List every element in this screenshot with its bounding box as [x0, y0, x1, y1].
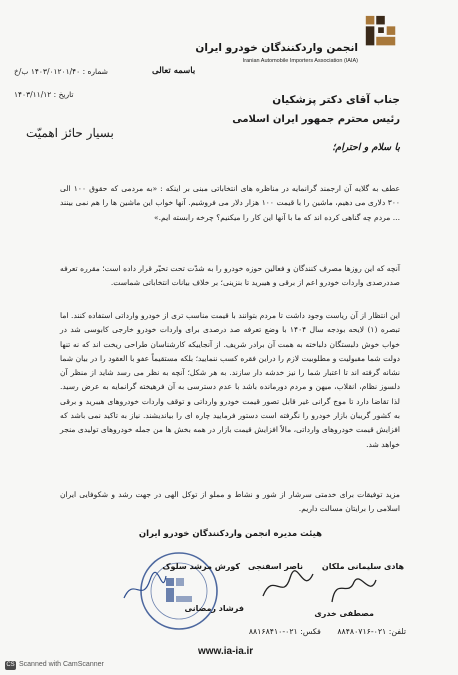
camscanner-icon: CS	[6, 662, 15, 668]
signatory-mostafa: مصطفی خدری	[314, 609, 374, 618]
letter-date: تاریخ : ۱۴۰۳/۱۱/۱۲	[14, 90, 74, 99]
reference-number: شماره : ۱۴۰۳/۰۱۲۰۱/۴۰ ب/خ	[14, 67, 108, 76]
org-name-en: Iranian Automobile Importers Association (IAIA)	[242, 58, 358, 64]
body-paragraph-4: مزید توفیقات برای خدمتی سرشار از شور و نشاط و مملو از توکل الهی در جهت رشد و شکوفایی ایران اسلامی را برایتان مسالت داریم.	[60, 490, 400, 514]
board-title: هیئت مدیره انجمن واردکنندگان خودرو ایران	[138, 529, 322, 539]
org-name-fa: انجمن واردکنندگان خودرو ایران	[195, 42, 358, 54]
addressee-name: جناب آقای دکتر پزشکیان	[272, 94, 400, 106]
iaia-logo-icon	[362, 14, 400, 52]
body-paragraph-2: آنچه که این روزها مصرف کنندگان و فعالین حوزه خودرو را به شدّت تحت تحیّر قرار داده است؛ مقرره تعرفه صددرصدی واردات خودرو اعم از برقی و هیبرید تا بنزینی؛ بر خلاف بیانات انتخاباتی شماست.	[60, 264, 400, 288]
signatory-naser: ناصر اسفنجی	[248, 562, 303, 571]
signature-scribble-2	[326, 568, 382, 610]
signature-scribble-3	[120, 570, 170, 610]
greeting: با سلام و احترام؛	[332, 142, 400, 153]
body-paragraph-1: عطف به گلایه آن ارجمند گرانمایه در مناظره های انتخاباتی مبنی بر اینکه : «به مردمی که حقوق ۱۰۰ الی ۳۰۰ دلاری می دهیم، ماشین را با قیمت ۱۰۰ هزار دلار می فروشیم. آنها خواب این ماشین ها را هم نمی بینند ... مردم چه گناهی کرده اند که ما با آنها این کار را میکنیم؟ چرخه رابسته ایم.»	[60, 184, 400, 222]
signatory-farshad: فرشاد رمضانی	[184, 604, 244, 613]
fax-number: فکس: ۰۲۱-۸۸۱۶۸۴۱۰	[248, 627, 321, 636]
scanner-watermark: Scanned with CamScanner	[19, 661, 104, 668]
top-salutation: باسمه تعالی	[152, 66, 196, 76]
body-paragraph-3: این انتظار از آن ریاست وجود داشت تا مردم بتوانند با قیمت مناسب تری از خودرو وارداتی استفاده کنند. اما تبصره (۱) لایحه بودجه سال ۱۴۰۴ با وضع تعرفه صد درصدی برای واردات خودرو خارجی کابوسی شد در خواب خوش دلبستگان دلباخته به همت آن برادر شریف. از آنجاییکه کارشناسان طراحی ریخت اند که نه تنها دولت شما مقبولیت و مطلوبیت لازم را دراین فقره کسب ننمایید؛ بلکه مستقیماً عفو با العقود را در بیان شما نشانه گرفته اند تا اعتبار شما را نیز خدشه دار سازند. به هر شکل؛ آنچه به نظر می رسد شاید از منظر آن دلسوز نظام، انقلاب، میهن و مردم دورمانده باشد با عدم دسترسی به آن فرهیخته گرانمایه به عرض رسید. لذا تقاضا دارد تا موج گرانی غیر قابل تصور قیمت خودرو وارداتی و توقف واردات خودروهای هیبرید و برقی به کشور گریبان بازار خودرو را نگرفته است دستور فرمایید چاره ای را بیاندیشند. نیاز به تاکید نمی باشد که افزایش قیمت خودروهای وارداتی، مالاً افزایش قیمت بازار در همه بخش ها من جمله خودروهای تولیدی منجر خواهد شد.	[60, 311, 400, 449]
priority-note: بسیار حائز اهمیّت	[26, 126, 114, 140]
website-link[interactable]: www.ia-ia.ir	[198, 646, 254, 657]
contact-line	[86, 627, 406, 636]
signatory-kourosh: کورش مرشد سلوک	[162, 562, 240, 571]
phone-number: تلفن: ۰۲۱-۸۸۴۸۰۷۱۶	[337, 627, 406, 636]
signature-scribble-1	[258, 566, 318, 606]
signatory-hadi: هادی سلیمانی ملکان	[321, 562, 404, 571]
addressee-title: رئیس محترم جمهور ایران اسلامی	[232, 114, 400, 125]
